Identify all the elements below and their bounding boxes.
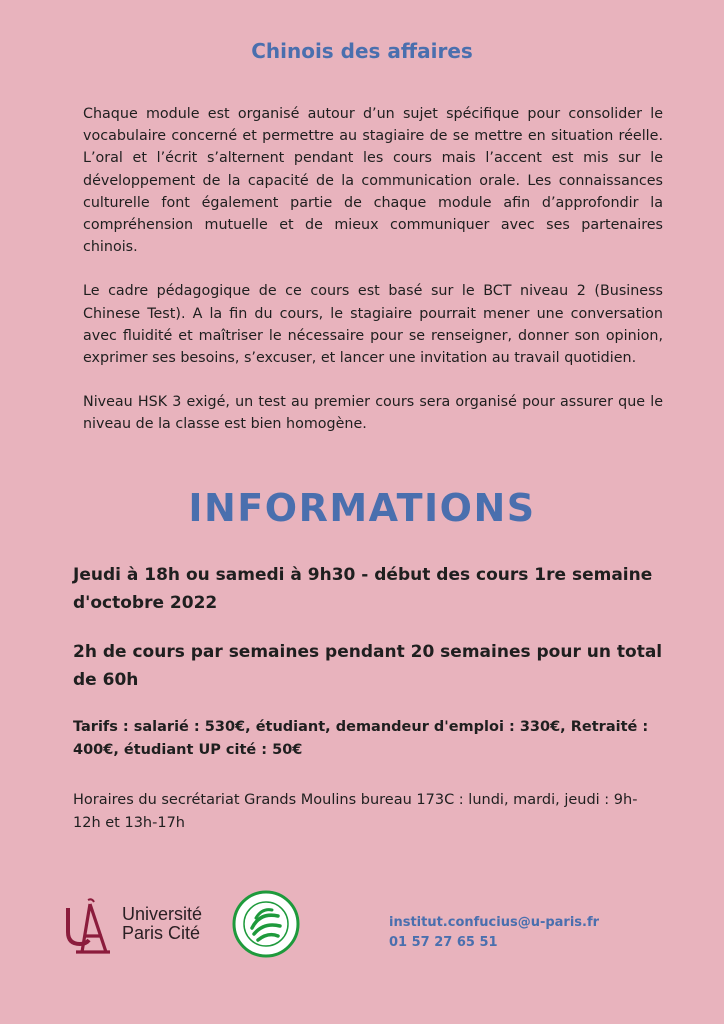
intro-paragraph-3: Niveau HSK 3 exigé, un test au premier cours sera organisé pour assurer que le niveau de la classe est bien homogène. <box>83 394 663 433</box>
schedule-text: Jeudi à 18h ou samedi à 9h30 - début des cours 1re semaine d'octobre 2022 <box>73 565 653 613</box>
universite-paris-cite-wordmark <box>122 905 202 943</box>
contact-info <box>389 913 599 953</box>
university-line-2: Paris Cité <box>122 923 201 943</box>
footer <box>0 890 724 960</box>
university-line-1: Université <box>122 904 203 924</box>
confucius-institute-logo <box>232 890 300 958</box>
informations-heading: INFORMATIONS <box>188 486 536 530</box>
tarifs-text: Tarifs : salarié : 530€, étudiant, demandeur d'emploi : 330€, Retraité : 400€, étudiant UP cité : 50€ <box>73 719 649 758</box>
intro-paragraph-2: Le cadre pédagogique de ce cours est basé sur le BCT niveau 2 (Business Chinese Test). A la fin du cours, le stagiaire pourrait mener une conversation avec fluidité et maîtriser le nécessaire pour se renseigner, donner son opinion, exprimer ses besoins, s’excuser, et lancer une invitation au travail quotidien. <box>83 283 663 367</box>
intro-text <box>83 103 663 458</box>
horaires-text: Horaires du secrétariat Grands Moulins bureau 173C : lundi, mardi, jeudi : 9h-12h et 13h-17h <box>73 792 638 831</box>
page-title: Chinois des affaires <box>251 39 473 63</box>
intro-paragraph-1: Chaque module est organisé autour d’un sujet spécifique pour consolider le vocabulaire concerné et permettre au stagiaire de se mettre en situation réelle. L’oral et l’écrit s’alternent pendant les cours mais l’accent est mis sur le développement de la capacité de la communication orale. Les connaissances culturelle font également partie de chaque module afin d’approfondir la compréhension mutuelle et de mieux communiquer avec ses partenaires chinois. <box>83 106 663 256</box>
contact-email[interactable]: institut.confucius@u-paris.fr <box>389 915 600 930</box>
universite-paris-cite-logo <box>62 898 112 954</box>
duration-text: 2h de cours par semaines pendant 20 semaines pour un total de 60h <box>73 642 663 690</box>
contact-phone: 01 57 27 65 51 <box>389 935 498 950</box>
